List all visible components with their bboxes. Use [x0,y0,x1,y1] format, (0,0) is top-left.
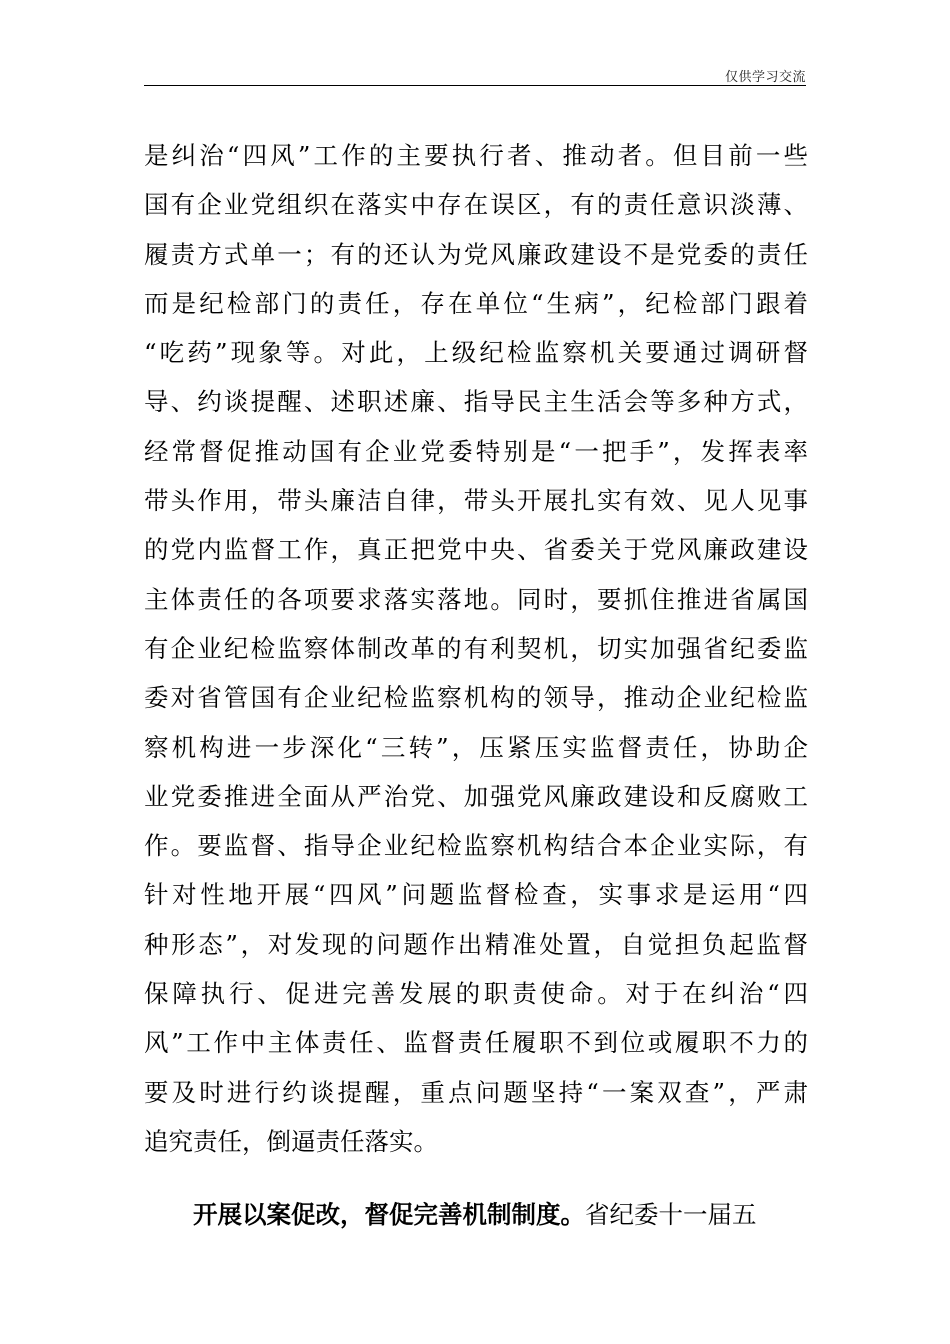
text-line: 而是纪检部门的责任，存在单位“生病”，纪检部门跟着 [144,288,808,318]
text-line: 针对性地开展“四风”问题监督检查，实事求是运用“四 [144,880,808,910]
paragraph-text: 省纪委十一届五 [585,1200,757,1230]
text-line: 委对省管国有企业纪检监察机构的领导，推动企业纪检监 [144,683,808,713]
header-divider [144,85,806,86]
paragraph-start [144,1190,808,1239]
text-line: 经常督促推动国有企业党委特别是“一把手”，发挥表率 [144,436,808,466]
text-line: 的党内监督工作，真正把党中央、省委关于党风廉政建设 [144,535,808,565]
text-line: 种形态”，对发现的问题作出精准处置，自觉担负起监督 [144,929,808,959]
document-body [144,131,808,1240]
text-line: 履责方式单一；有的还认为党风廉政建设不是党委的责任 [144,239,808,269]
text-line: 主体责任的各项要求落实落地。同时，要抓住推进省属国 [144,584,808,614]
text-line: 要及时进行约谈提醒，重点问题坚持“一案双查”，严肃 [144,1077,808,1107]
text-line: 导、约谈提醒、述职述廉、指导民主生活会等多种方式， [144,387,808,417]
text-line: 有企业纪检监察体制改革的有利契机，切实加强省纪委监 [144,633,808,663]
text-line: “吃药”现象等。对此，上级纪检监察机关要通过调研督 [144,338,808,368]
paragraph-gap [144,1166,808,1190]
text-line: 保障执行、促进完善发展的职责使命。对于在纠治“四 [144,979,808,1009]
text-line: 风”工作中主体责任、监督责任履职不到位或履职不力的 [144,1028,808,1058]
text-line: 作。要监督、指导企业纪检监察机构结合本企业实际，有 [144,831,808,861]
text-line: 追究责任，倒逼责任落实。 [144,1126,438,1156]
text-line: 业党委推进全面从严治党、加强党风廉政建设和反腐败工 [144,781,808,811]
header-note: 仅供学习交流 [724,70,806,85]
text-line: 国有企业党组织在落实中存在误区，有的责任意识淡薄、 [144,190,808,220]
text-line: 察机构进一步深化“三转”，压紧压实监督责任，协助企 [144,732,808,762]
text-line: 带头作用，带头廉洁自律，带头开展扎实有效、见人见事 [144,486,808,516]
paragraph-heading: 开展以案促改，督促完善机制制度。 [193,1200,585,1230]
text-line: 是纠治“四风”工作的主要执行者、推动者。但目前一些 [144,141,808,170]
